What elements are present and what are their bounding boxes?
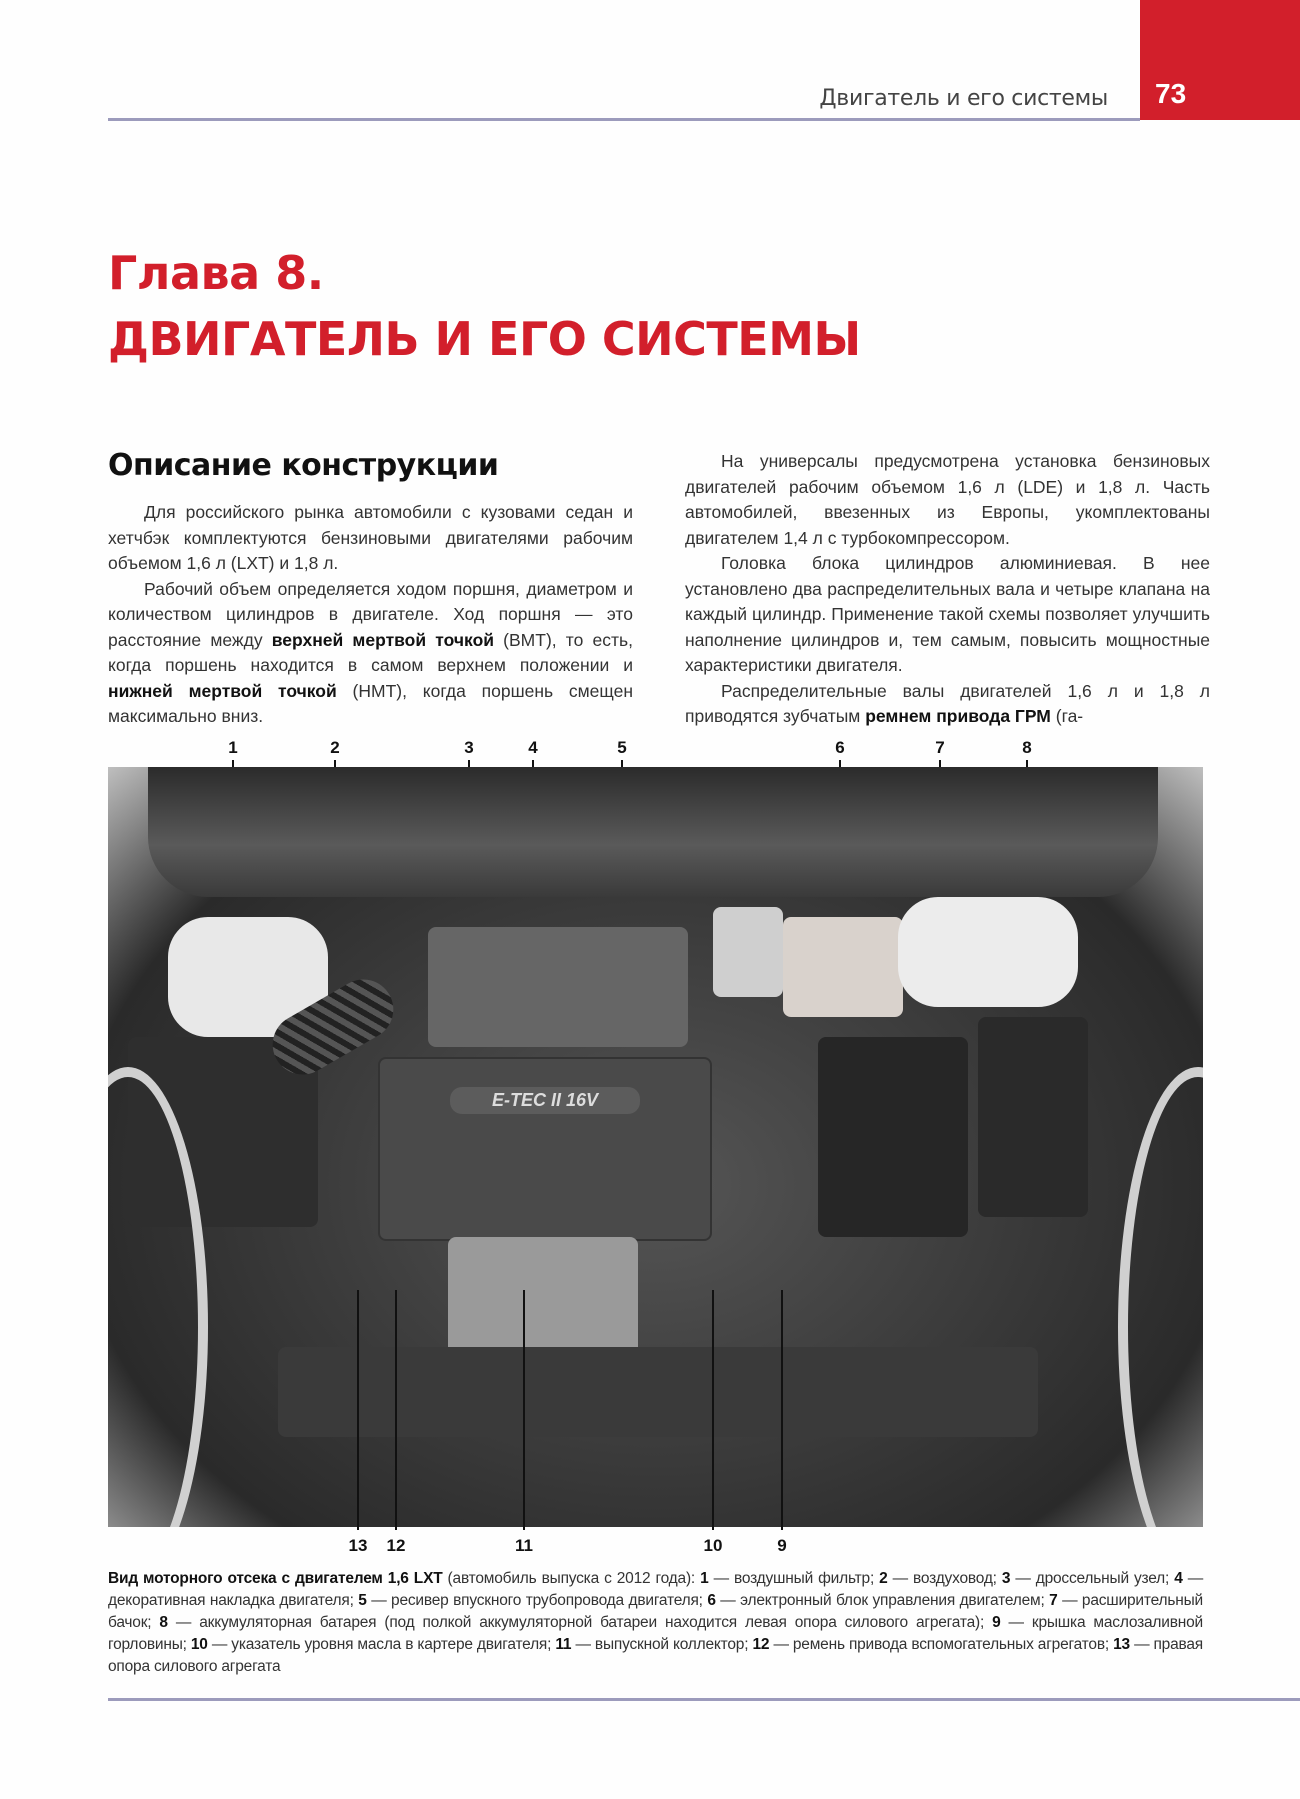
- callout-number: 4: [528, 738, 538, 757]
- exhaust-manifold-heatshield: [448, 1237, 638, 1357]
- legend-number: 2: [879, 1570, 888, 1587]
- engine-cover: [378, 1057, 712, 1241]
- section-title: Описание конструкции: [108, 448, 499, 483]
- legend-number: 1: [700, 1570, 709, 1587]
- paragraph: Головка блока цилиндров алюминиевая. В нее установлено два распределительных вала и четыре клапана на каждый цилиндр. Применение такой схемы позволяет улучшить наполнение цилиндров и, тем самым, повысить мощностные характеристики двигателя.: [685, 553, 1210, 675]
- legend-number: 5: [358, 1592, 367, 1609]
- paragraph: Распределительные валы двигателей 1,6 л и 1,8 л приводятся зубчатым ремнем привода ГРМ (га-: [685, 680, 1210, 726]
- front-crossmember: [278, 1347, 1038, 1437]
- caption-subtitle: (автомобиль выпуска с 2012 года):: [442, 1570, 701, 1587]
- legend-text: — воздушный фильтр;: [708, 1570, 880, 1587]
- legend-number: 3: [1001, 1570, 1011, 1587]
- paragraph: Для российского рынка автомобили с кузовами седан и хетчбэк комплектуются бензиновыми двигателями рабочим объемом 1,6 л (LXT) и 1,8 л.: [108, 502, 633, 573]
- callout-leader-line: [781, 1290, 783, 1530]
- callout-leader-line: [712, 1290, 714, 1530]
- callout-number: 9: [777, 1536, 787, 1555]
- brake-fluid-reservoir: [713, 907, 783, 997]
- legend-text: — воздуховод;: [887, 1570, 1002, 1587]
- callout-number: 13: [348, 1536, 368, 1555]
- legend-text: — выпускной коллектор;: [571, 1636, 753, 1653]
- footer-divider: [108, 1698, 1300, 1701]
- legend-text: — дроссельный узел;: [1010, 1570, 1175, 1587]
- callout-number: 2: [330, 738, 340, 757]
- legend-text: — электронный блок управления двигателем;: [715, 1592, 1050, 1609]
- legend-number: 4: [1174, 1570, 1183, 1587]
- callout-number: 7: [935, 738, 945, 757]
- legend-number: 8: [159, 1614, 168, 1631]
- legend-number: 9: [992, 1614, 1001, 1631]
- fuse-box: [978, 1017, 1088, 1217]
- callout-number: 11: [515, 1536, 533, 1555]
- chapter-name: ДВИГАТЕЛЬ И ЕГО СИСТЕМЫ: [108, 312, 861, 366]
- caption-title: Вид моторного отсека с двигателем 1,6 LXT: [108, 1570, 443, 1587]
- header-divider: [108, 118, 1140, 121]
- engine-badge: E-TEC II 16V: [450, 1087, 640, 1114]
- front-bumper-right: [1118, 1067, 1203, 1527]
- figure-caption: [108, 1568, 1203, 1678]
- paragraph: Рабочий объем определяется ходом поршня, диаметром и количеством цилиндров в двигателе. Ход поршня — это расстояние между верхней мертвой точкой (ВМТ), то есть, когда поршень находится в самом верхнем положении и нижней мертвой точкой (НМТ), когда поршень смещен максимально вниз.: [108, 578, 634, 726]
- callout-number: 6: [835, 738, 845, 757]
- callout-number: 8: [1022, 738, 1032, 757]
- running-header: Двигатель и его системы: [819, 86, 1108, 111]
- windshield-cowl: [148, 767, 1158, 897]
- legend-number: 7: [1049, 1592, 1058, 1609]
- legend-text: — правая опора силового агрегата: [108, 1636, 1204, 1675]
- chapter-title: [108, 240, 861, 372]
- legend-text: — аккумуляторная батарея (под полкой аккумуляторной батареи находится левая опора силового агрегата);: [167, 1614, 993, 1631]
- battery: [818, 1037, 968, 1237]
- intake-manifold: [428, 927, 688, 1047]
- legend-text: — ремень привода вспомогательных агрегатов;: [769, 1636, 1114, 1653]
- text-column-right: [685, 449, 1210, 730]
- callout-number: 1: [228, 738, 238, 757]
- legend-number: 10: [190, 1636, 208, 1653]
- callout-number: 5: [617, 738, 627, 757]
- chapter-number: Глава 8.: [108, 246, 324, 300]
- legend-text: — крышка маслозаливной горловины;: [108, 1614, 1204, 1653]
- callout-leader-line: [357, 1290, 359, 1530]
- callout-leader-line: [395, 1290, 397, 1530]
- legend-number: 13: [1113, 1636, 1130, 1653]
- legend-number: 11: [555, 1636, 572, 1653]
- legend-text: — декоративная накладка двигателя;: [108, 1570, 1204, 1609]
- legend-number: 12: [752, 1636, 770, 1653]
- callout-leader-line: [523, 1290, 525, 1530]
- engine-bay-photo: [108, 767, 1203, 1527]
- paragraph: На универсалы предусмотрена установка бензиновых двигателей рабочим объемом 1,6 л (LDE) и 1,8 л. Часть автомобилей, ввезенных из Европы, укомплектованы двигателем 1,4 л с турбокомпрессором.: [685, 451, 1210, 548]
- right-strut-tower: [898, 897, 1078, 1007]
- callout-number: 12: [386, 1536, 406, 1555]
- callout-number: 3: [464, 738, 474, 757]
- text-column-left: [108, 500, 633, 730]
- legend-text: — расширительный бачок;: [108, 1592, 1203, 1631]
- legend-text: — указатель уровня масла в картере двигателя;: [207, 1636, 556, 1653]
- legend-text: — ресивер впускного трубопровода двигателя;: [366, 1592, 708, 1609]
- callout-number: 10: [703, 1536, 723, 1555]
- legend-number: 6: [707, 1592, 716, 1609]
- page-number: 73: [1155, 78, 1187, 109]
- coolant-expansion-tank: [783, 917, 903, 1017]
